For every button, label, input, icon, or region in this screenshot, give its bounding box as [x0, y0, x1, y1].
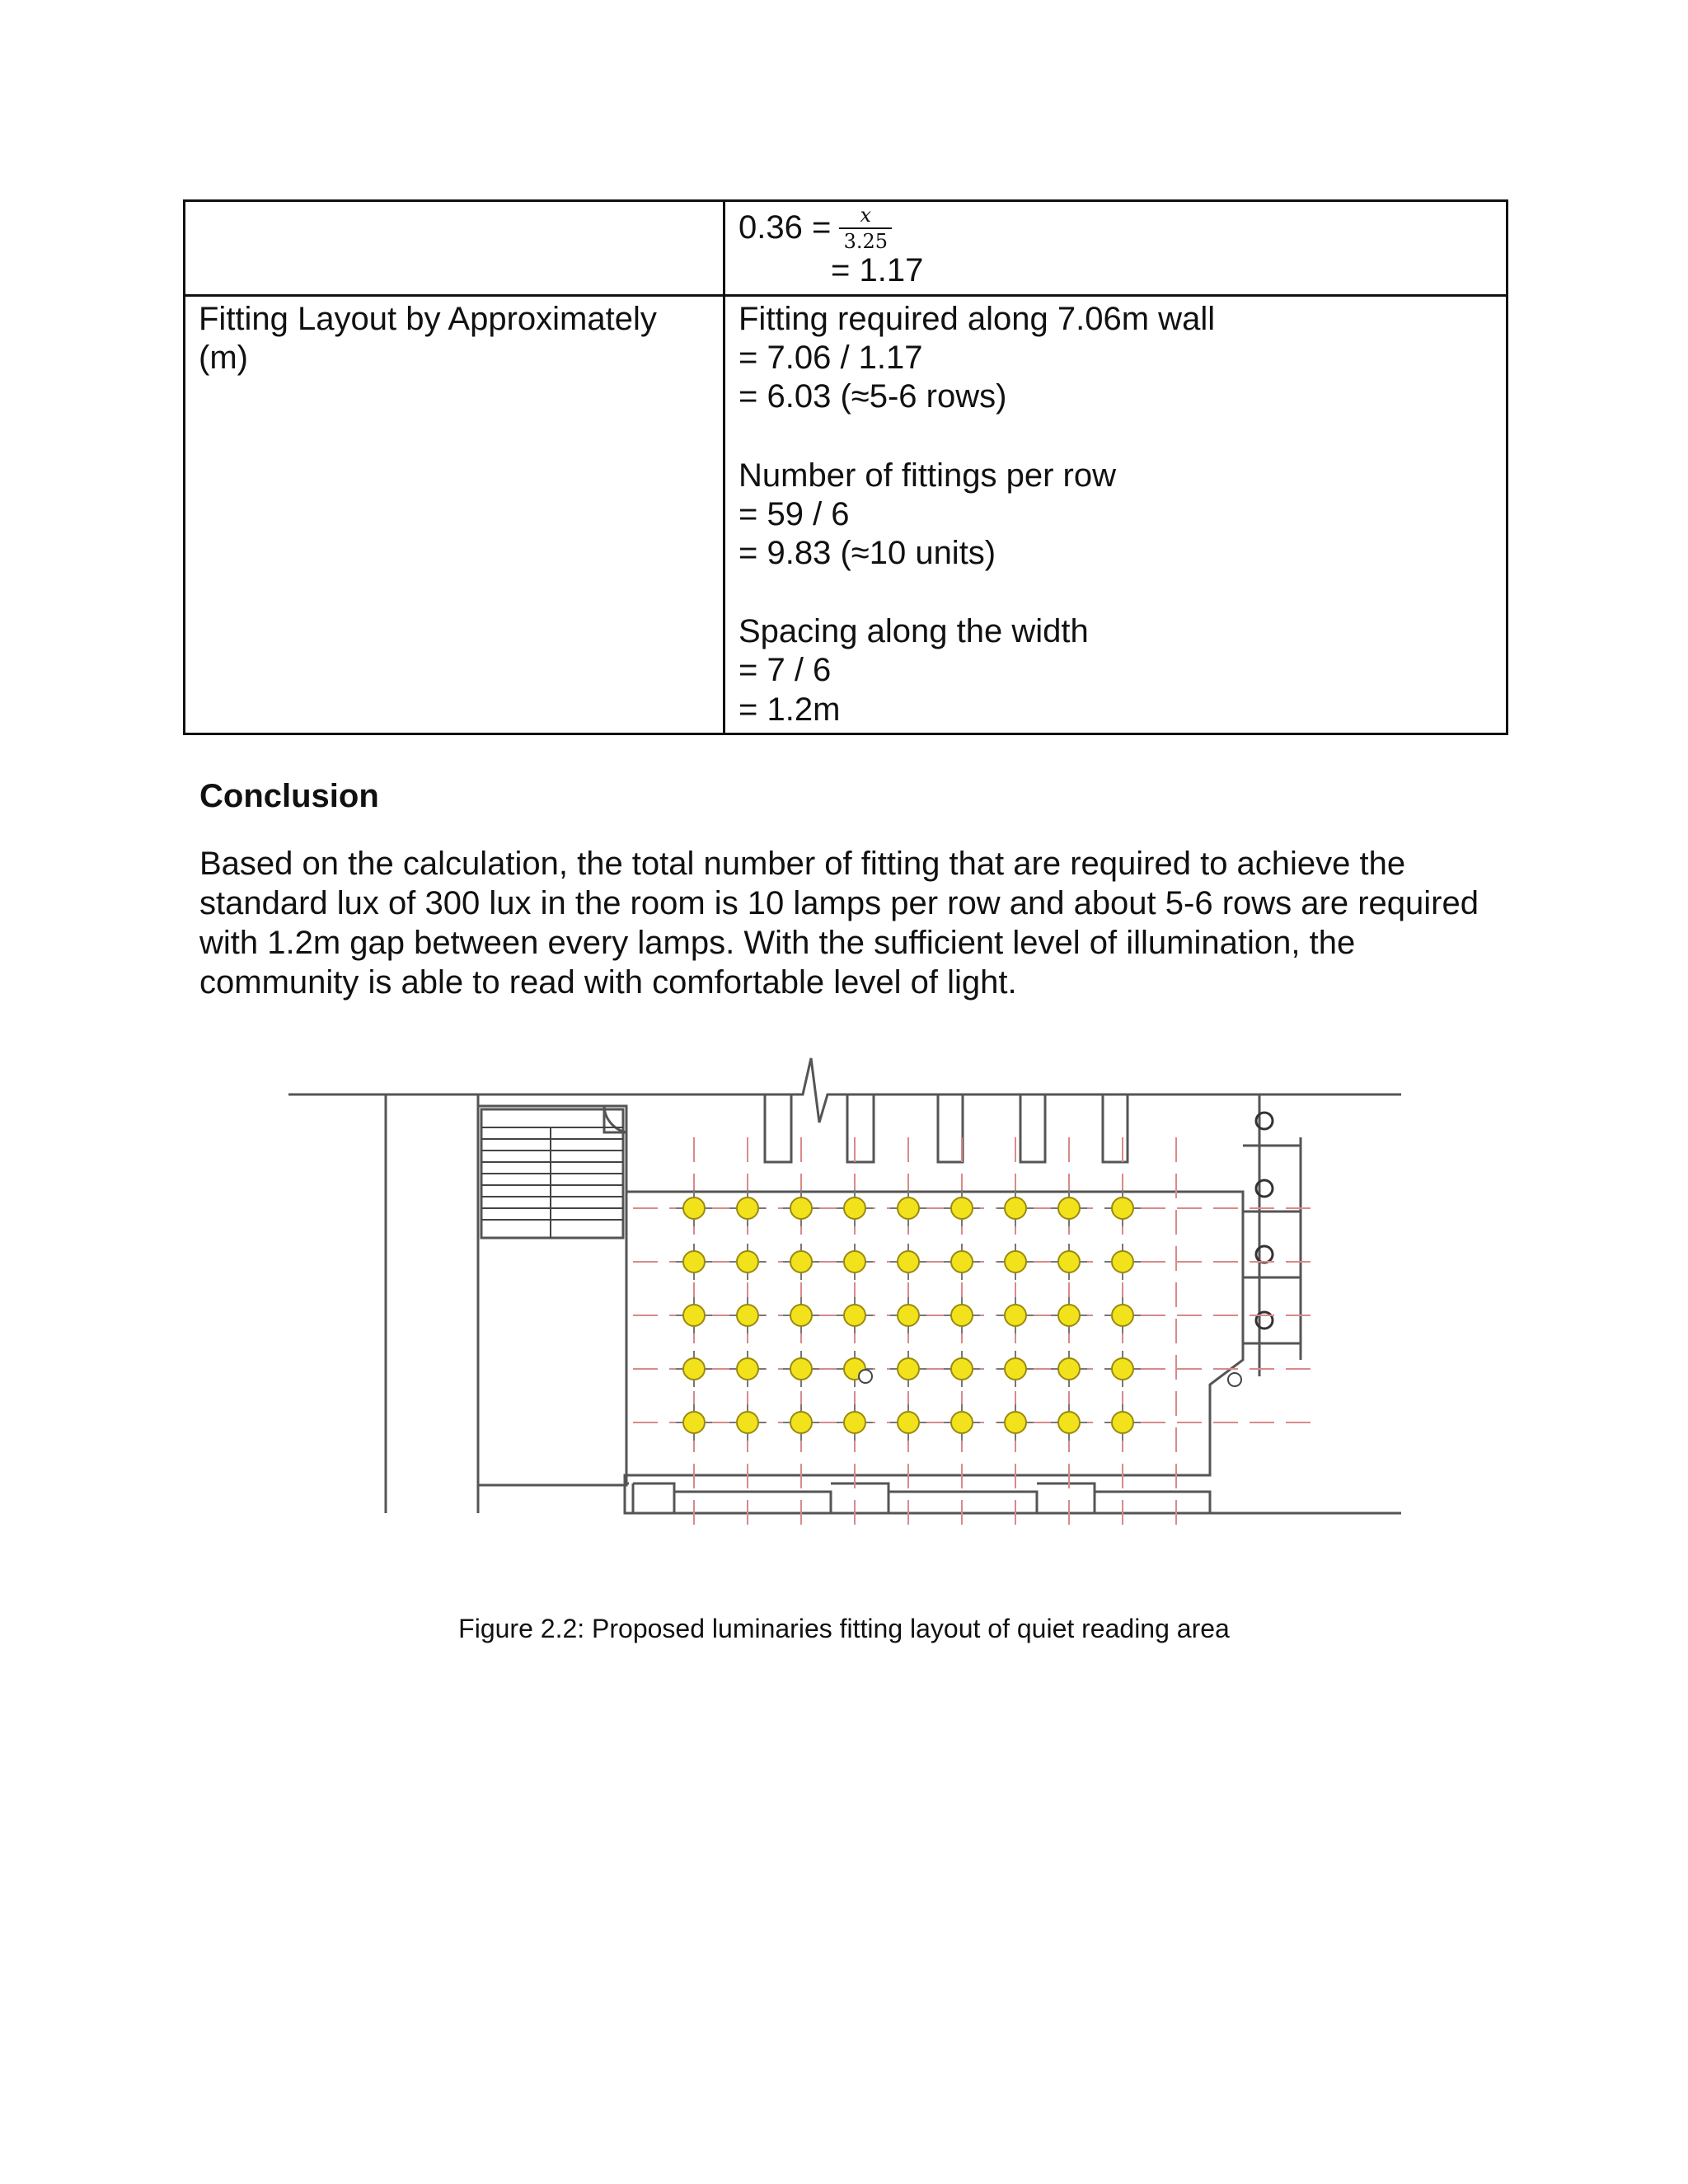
equation-line: [738, 205, 1493, 251]
equation-prefix: 0.36 =: [738, 209, 832, 246]
luminaire: [997, 1190, 1034, 1226]
calc-line: Number of fittings per row: [738, 457, 1116, 494]
luminaire: [729, 1351, 766, 1387]
stair-treads: [481, 1127, 623, 1238]
fraction: [839, 205, 892, 251]
luminaire: [676, 1244, 712, 1280]
luminaire: [997, 1244, 1034, 1280]
fraction-denominator: 3.25: [843, 230, 889, 253]
column-marker: [859, 1370, 872, 1383]
luminaire: [944, 1297, 980, 1333]
luminaire: [1051, 1190, 1087, 1226]
calc-line: = 59 / 6: [738, 495, 850, 532]
calc-line: = 7.06 / 1.17: [738, 340, 923, 377]
column-marker: [1228, 1373, 1241, 1386]
table-cell-value: [724, 296, 1507, 734]
table-cell-value: [724, 201, 1507, 296]
luminaire: [729, 1190, 766, 1226]
luminaire: [890, 1351, 926, 1387]
luminaire: [944, 1244, 980, 1280]
table-row: [185, 201, 1507, 296]
luminaire: [944, 1190, 980, 1226]
luminaire: [676, 1404, 712, 1441]
luminaire: [783, 1190, 819, 1226]
luminaire: [676, 1297, 712, 1333]
calc-line: = 1.2m: [738, 691, 841, 728]
luminaire: [1104, 1297, 1141, 1333]
luminaire: [1104, 1404, 1141, 1441]
luminaire: [837, 1190, 873, 1226]
calc-line: = 9.83 (≈10 units): [738, 534, 996, 571]
luminaire: [1051, 1244, 1087, 1280]
luminaire: [783, 1297, 819, 1333]
luminaire: [729, 1297, 766, 1333]
luminaire: [837, 1404, 873, 1441]
layout-gridlines: [633, 1137, 1317, 1533]
luminaire: [890, 1404, 926, 1441]
luminaire: [890, 1297, 926, 1333]
fraction-bar: [839, 227, 892, 229]
table-row: [185, 296, 1507, 734]
luminaire: [1104, 1351, 1141, 1387]
calc-line: = 6.03 (≈5-6 rows): [738, 378, 1007, 415]
plan-walls: [288, 1058, 1401, 1513]
calc-line: = 7 / 6: [738, 652, 832, 689]
luminaire: [783, 1404, 819, 1441]
luminaire: [837, 1244, 873, 1280]
luminaire: [1051, 1351, 1087, 1387]
luminaire: [729, 1404, 766, 1441]
fraction-numerator: x: [860, 204, 872, 227]
luminaire: [1051, 1297, 1087, 1333]
luminaire: [997, 1404, 1034, 1441]
table-cell-label: Fitting Layout by Approximately (m): [185, 296, 724, 734]
floor-plan-drawing: [287, 1047, 1401, 1541]
figure-caption: Figure 2.2: Proposed luminaries fitting layout of quiet reading area: [458, 1614, 1230, 1643]
calc-line: Fitting required along 7.06m wall: [738, 301, 1216, 337]
calc-line: Spacing along the width: [738, 613, 1089, 650]
luminaire: [890, 1190, 926, 1226]
luminaire: [676, 1351, 712, 1387]
luminaire: [944, 1351, 980, 1387]
luminaire: [729, 1244, 766, 1280]
luminaire: [1104, 1244, 1141, 1280]
luminaire: [997, 1297, 1034, 1333]
luminaire: [676, 1190, 712, 1226]
calculation-table: [183, 199, 1508, 735]
luminaire: [944, 1404, 980, 1441]
luminaire: [997, 1351, 1034, 1387]
luminaire: [890, 1244, 926, 1280]
conclusion-paragraph: Based on the calculation, the total number of fitting that are required to achieve the standard lux of 300 lux in the room is 10 lamps per row and about 5-6 rows are required with 1.2m gap between every lamps. With the sufficient level of illumination, the community is able to read with comfortable level of light.: [199, 846, 1479, 1001]
luminaire: [1104, 1190, 1141, 1226]
conclusion-heading: Conclusion: [199, 778, 379, 814]
equation-result: = 1.17: [831, 252, 924, 288]
luminaire: [783, 1351, 819, 1387]
luminaire: [1051, 1404, 1087, 1441]
luminaire: [783, 1244, 819, 1280]
luminaire: [837, 1297, 873, 1333]
table-cell-label: [185, 201, 724, 296]
